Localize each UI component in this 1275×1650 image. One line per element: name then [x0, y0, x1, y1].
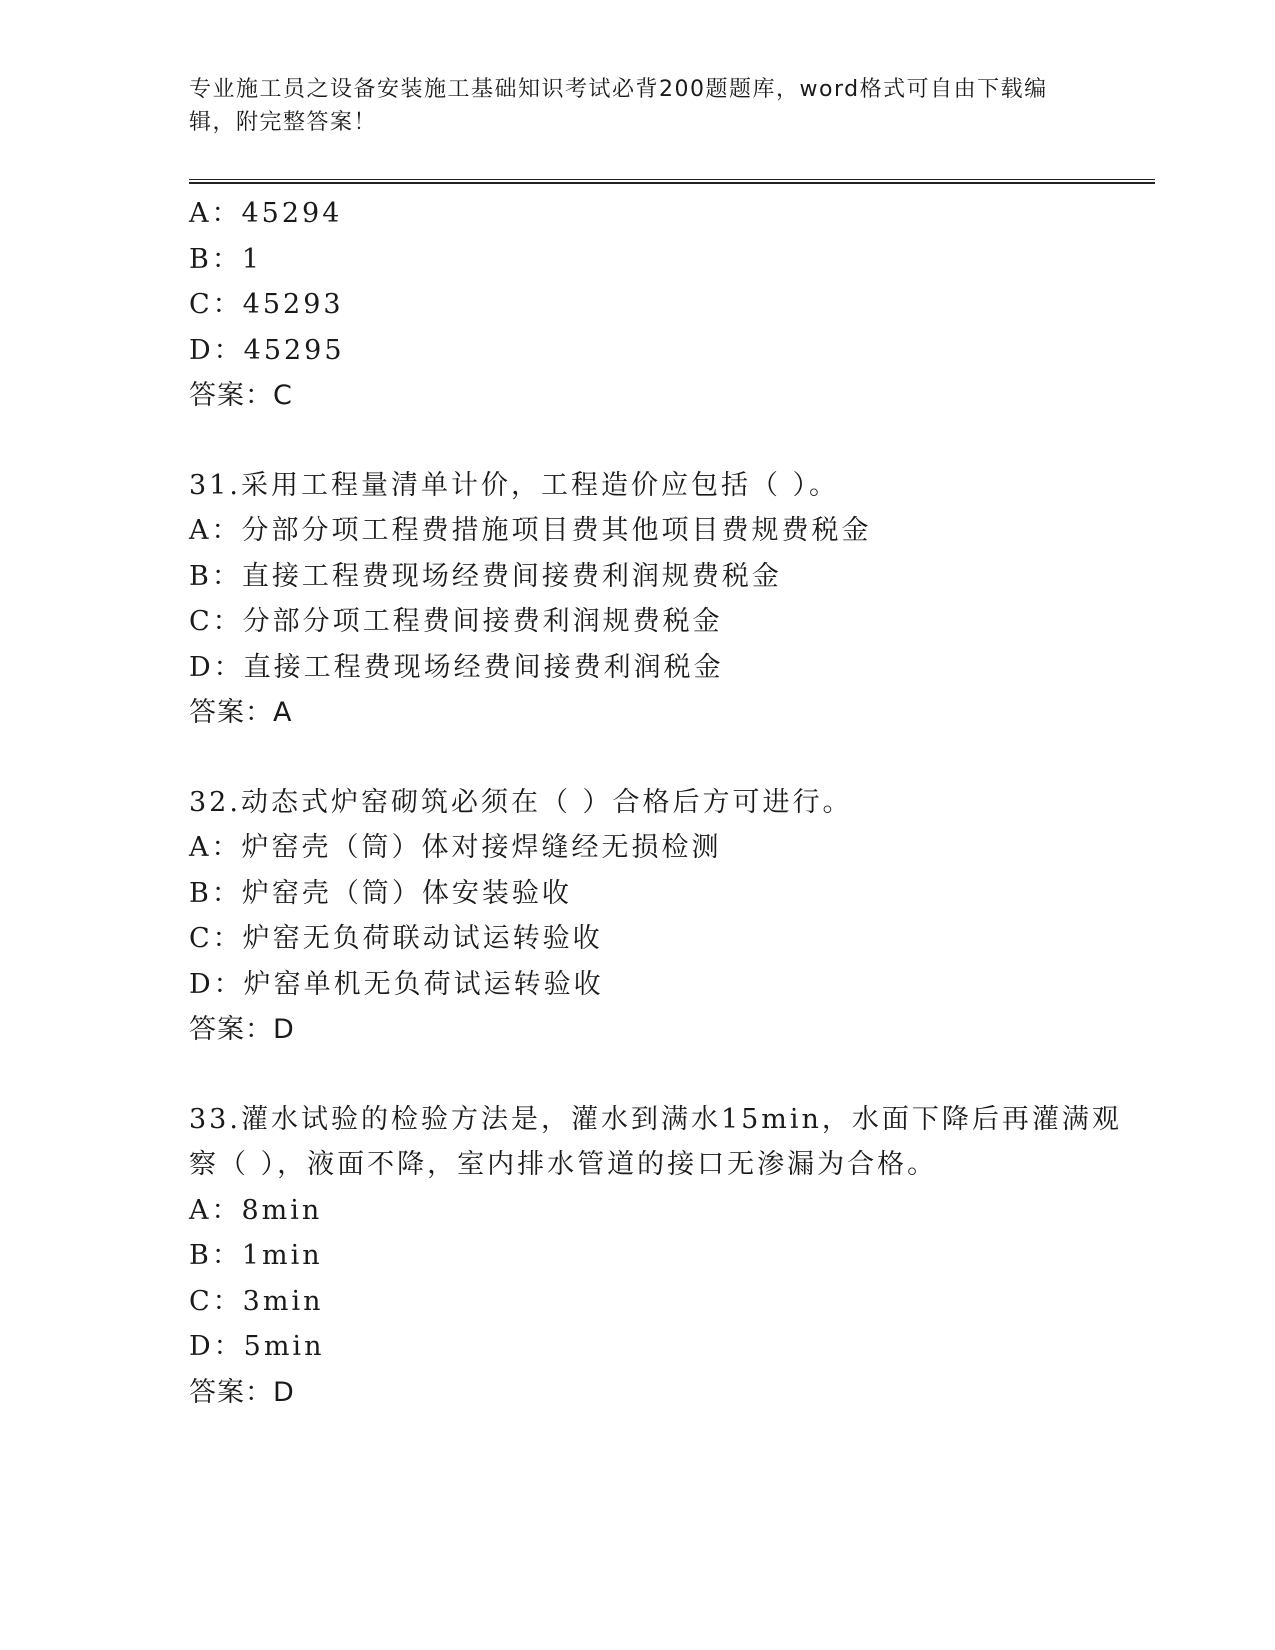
document-header: 专业施工员之设备安装施工基础知识考试必背200题题库，word格式可自由下载编辑，附完整答案！ [189, 77, 1048, 135]
option-d: D：炉窑单机无负荷试运转验收 [189, 968, 604, 1000]
question-stem: 33.灌水试验的检验方法是，灌水到满水15min，水面下降后再灌满观察（ ），液面不降，室内排水管道的接口无渗漏为合格。 [189, 1103, 1122, 1180]
header-divider-thick [189, 182, 1155, 184]
question-block-31 [189, 463, 1149, 736]
option-c: C：分部分项工程费间接费利润规费税金 [189, 606, 723, 637]
option-b: B：1min [189, 1240, 323, 1271]
spacer [189, 1053, 1149, 1097]
option-a: A：炉窑壳（筒）体对接焊缝经无损检测 [189, 832, 722, 863]
header-divider-thin [189, 179, 1155, 180]
option-c: C：45293 [189, 289, 344, 320]
option-a: A：8min [189, 1194, 323, 1226]
option-c: C：炉窑无负荷联动试运转验收 [189, 923, 603, 954]
option-c: C：3min [189, 1285, 324, 1317]
spacer [189, 419, 1149, 463]
option-d: D：5min [189, 1331, 325, 1362]
question-block-33 [189, 1097, 1149, 1416]
question-stem: 31.采用工程量清单计价，工程造价应包括（ ）。 [189, 469, 840, 501]
option-b: B：直接工程费现场经费间接费利润规费税金 [189, 560, 782, 592]
answer-line: 答案：C [189, 380, 293, 411]
option-d: D：直接工程费现场经费间接费利润税金 [189, 651, 724, 683]
spacer [189, 736, 1149, 780]
question-block-continued [189, 191, 1149, 419]
question-block-32 [189, 780, 1149, 1053]
answer-line: 答案：D [189, 1376, 295, 1408]
option-d: D：45295 [189, 334, 345, 366]
option-a: A：45294 [189, 198, 343, 229]
option-b: B：炉窑壳（筒）体安装验收 [189, 877, 572, 909]
option-a: A：分部分项工程费措施项目费其他项目费规费税金 [189, 515, 872, 546]
answer-line: 答案：D [189, 1014, 295, 1045]
option-b: B：1 [189, 243, 263, 275]
question-list [189, 191, 1149, 1415]
question-stem: 32.动态式炉窑砌筑必须在（ ）合格后方可进行。 [189, 786, 853, 818]
answer-line: 答案：A [189, 697, 293, 728]
